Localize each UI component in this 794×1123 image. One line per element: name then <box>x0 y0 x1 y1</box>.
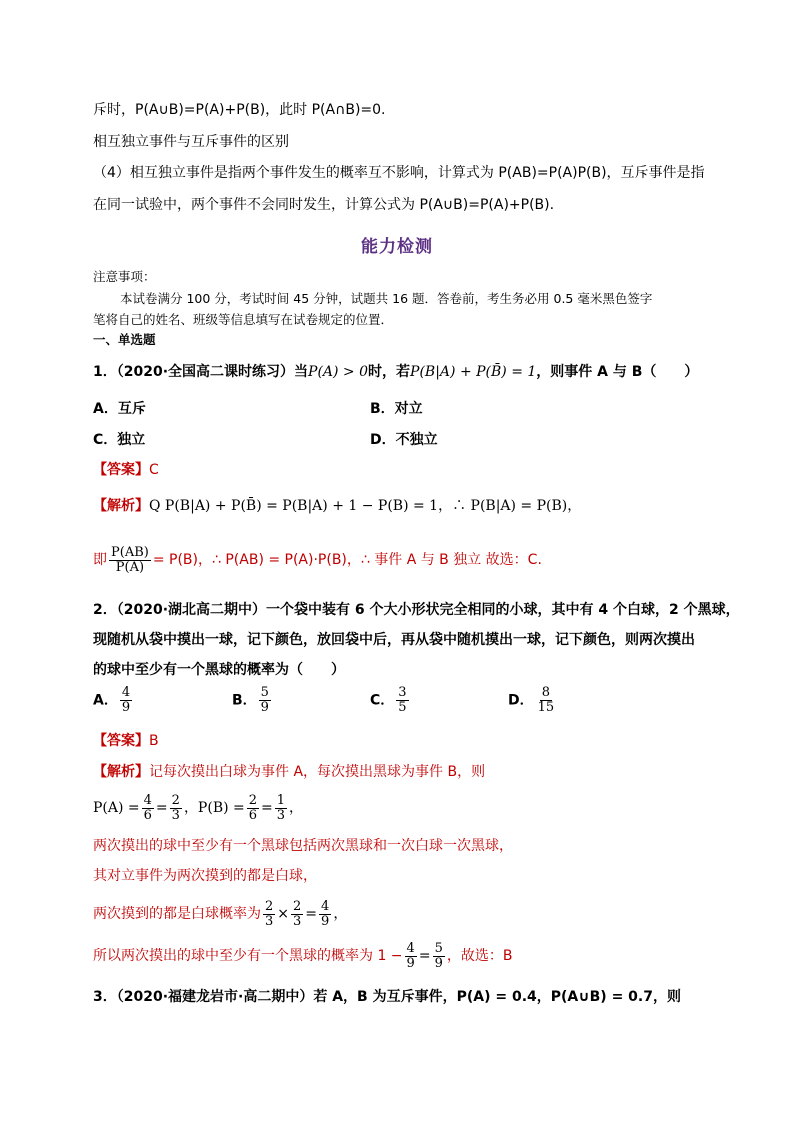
q1-option-d: D．不独立 <box>370 432 438 448</box>
q1-explanation-pre: 即 <box>93 552 107 568</box>
q2-h-frac-2-num: 5 <box>434 940 443 956</box>
q2-explanation-5: 两次摸到的都是白球概率为 $\frac{2}{3}$ × $\frac{2}{3}$ = $\frac{4}{9}$ ， <box>93 898 348 929</box>
q2-g-frac-2-num: 2 <box>293 898 302 914</box>
q2-h-frac-1 <box>405 942 417 971</box>
q1-stem-a: 1．（2020·全国高二课时练习）当 <box>93 364 309 380</box>
intro-line-4: 在同一试验中，两个事件不会同时发生，计算公式为 P(A∪B)=P(A)+P(B). <box>93 197 555 213</box>
q2-g-frac-2-den: 3 <box>293 913 302 929</box>
q2-explanation-6: 所以两次摸出的球中至少有一个黑球的概率为 1 − $\frac{4}{9}$ = $\frac{5}{9}$ ，故选：B <box>93 940 513 971</box>
q2-option-d <box>508 686 558 715</box>
q2-option-b-num: 5 <box>260 685 269 700</box>
part-heading: 一、单选题 <box>93 332 156 347</box>
q2-stem-2: 现随机从袋中摸出一球，记下颜色，放回袋中后，再从袋中随机摸出一球，记下颜色，则两次摸出 <box>93 632 695 648</box>
q2-frac-3-den: 6 <box>248 807 258 823</box>
q2-option-c-label: C． <box>370 692 395 709</box>
q2-option-c-fraction <box>396 686 408 715</box>
notice-line-2: 笔将自己的姓名、班级等信息填写在试卷规定的位置． <box>93 312 394 327</box>
q2-g-frac-1-num: 2 <box>265 898 274 914</box>
q2-option-b-den: 9 <box>260 700 269 715</box>
q2-option-b <box>232 686 273 715</box>
q1-answer-value: C <box>149 462 159 478</box>
q1-stem <box>93 362 704 382</box>
notice-line-1: 本试卷满分 100 分，考试时间 45 分钟，试题共 16 题．答卷前，考生务必用 0.5 毫米黑色签字 <box>120 291 653 306</box>
q1-explanation-text-1: Q P(B|A) + P(B̄) = P(B|A) + 1 − P(B) = 1，∴ P(B|A) = P(B)， <box>149 498 582 514</box>
q2-option-c-den: 5 <box>398 700 407 715</box>
q2-option-a <box>93 686 134 715</box>
q2-g-frac-1-den: 3 <box>265 913 274 929</box>
q1-explanation-1 <box>93 496 704 516</box>
q1-answer <box>93 460 704 480</box>
q2-frac-3 <box>247 794 259 823</box>
q2-frac-4 <box>275 794 287 823</box>
q2-explanation-5-text: 两次摸到的都是白球概率为 <box>93 906 261 922</box>
q1-fraction-num: P(AB) <box>111 544 149 560</box>
q2-g-frac-3-num: 4 <box>321 898 330 914</box>
q1-fraction <box>109 546 151 575</box>
q2-frac-1-num: 4 <box>143 792 152 808</box>
q1-explanation-post: = P(B)，∴ P(AB) = P(A)·P(B)，∴ 事件 A 与 B 独立 故选：C. <box>152 552 542 568</box>
q2-h-frac-2-den: 9 <box>434 955 443 971</box>
q2-option-d-den: 15 <box>537 700 555 715</box>
q2-option-d-label: D． <box>508 692 534 709</box>
q2-option-c-num: 3 <box>398 685 407 700</box>
q2-h-frac-2 <box>433 942 445 971</box>
q2-explanation-1 <box>93 762 704 782</box>
q1-option-b: B．对立 <box>370 401 423 417</box>
q2-option-a-den: 9 <box>121 700 131 715</box>
q1-answer-tag: 【答案】 <box>93 462 149 478</box>
q2-g-frac-2 <box>291 900 303 929</box>
q2-option-a-num: 4 <box>121 685 131 700</box>
q2-pb-label: ，P(B) = <box>183 800 245 816</box>
q1-stem-c: ，则事件 A 与 B（ ） <box>536 364 699 380</box>
q2-explanation-tag: 【解析】 <box>93 764 149 780</box>
q2-h-frac-1-num: 4 <box>406 940 415 956</box>
q2-g-frac-1 <box>263 900 275 929</box>
q2-option-a-fraction <box>120 686 132 715</box>
q2-g-frac-3-den: 9 <box>321 913 330 929</box>
q2-option-d-num: 8 <box>541 685 551 700</box>
q2-explanation-4: 其对立事件为两次摸到的都是白球， <box>93 868 317 884</box>
q2-frac-3-num: 2 <box>248 792 258 808</box>
intro-line-3: （4）相互独立事件是指两个事件发生的概率互不影响，计算式为 P(AB)=P(A)P(B)，互斥事件是指 <box>93 165 705 181</box>
q2-option-a-label: A． <box>93 692 118 709</box>
q2-answer-value: B <box>149 733 159 749</box>
q1-option-a: A．互斥 <box>93 401 146 417</box>
q2-frac-2-den: 3 <box>171 807 180 823</box>
q2-explanation-6-tail: ，故选：B <box>446 948 513 964</box>
q2-answer <box>93 731 704 751</box>
q2-pa-label: P(A) = <box>93 800 140 816</box>
q2-g-frac-3 <box>319 900 331 929</box>
section-title: 能力检测 <box>361 237 433 257</box>
intro-line-1: 斥时，P(A∪B)=P(A)+P(B)，此时 P(A∩B)=0. <box>93 102 386 118</box>
q2-stem-3: 的球中至少有一个黑球的概率为（ ） <box>93 662 345 678</box>
q2-frac-4-den: 3 <box>276 807 286 823</box>
q2-option-d-fraction <box>536 686 557 715</box>
q2-option-c <box>370 686 411 715</box>
q1-explanation-tag: 【解析】 <box>93 498 149 514</box>
q1-cond-1: P(A) > 0 <box>308 364 369 380</box>
q2-frac-1 <box>142 794 154 823</box>
q2-frac-4-num: 1 <box>276 792 286 808</box>
q2-frac-2 <box>170 794 182 823</box>
q2-option-b-label: B． <box>232 692 257 709</box>
q1-fraction-den: P(A) <box>115 559 145 575</box>
q3-stem: 3．（2020·福建龙岩市·高二期中）若 A，B 为互斥事件，P(A) = 0.4，P(A∪B) = 0.7，则 <box>93 989 681 1005</box>
q2-explanation-text-1: 记每次摸出白球为事件 A，每次摸出黑球为事件 B，则 <box>149 764 486 780</box>
q2-stem-1: 2．（2020·湖北高二期中）一个袋中装有 6 个大小形状完全相同的小球，其中有 4 个白球，2 个黑球， <box>93 602 740 618</box>
q1-option-c: C．独立 <box>93 432 146 448</box>
q1-stem-b: 时，若 <box>368 364 411 380</box>
q2-frac-1-den: 6 <box>143 807 152 823</box>
q2-h-frac-1-den: 9 <box>406 955 415 971</box>
q2-option-b-fraction <box>259 686 271 715</box>
q2-explanation-2: P(A) = $\frac{4}{6}$ = $\frac{2}{3}$ ，P(B) = $\frac{2}{6}$ = $\frac{1}{3}$ ， <box>93 792 304 823</box>
q2-frac-2-num: 2 <box>171 792 180 808</box>
q2-explanation-3: 两次摸出的球中至少有一个黑球包括两次黑球和一次白球一次黑球， <box>93 838 513 854</box>
intro-line-2: 相互独立事件与互斥事件的区别 <box>93 134 289 150</box>
q1-explanation-2 <box>93 540 704 580</box>
notice-label: 注意事项： <box>93 269 156 284</box>
q2-answer-tag: 【答案】 <box>93 733 149 749</box>
q1-cond-2: P(B|A) + P(B̄) = 1 <box>410 364 537 380</box>
q2-explanation-6-text: 所以两次摸出的球中至少有一个黑球的概率为 1 − <box>93 948 403 964</box>
